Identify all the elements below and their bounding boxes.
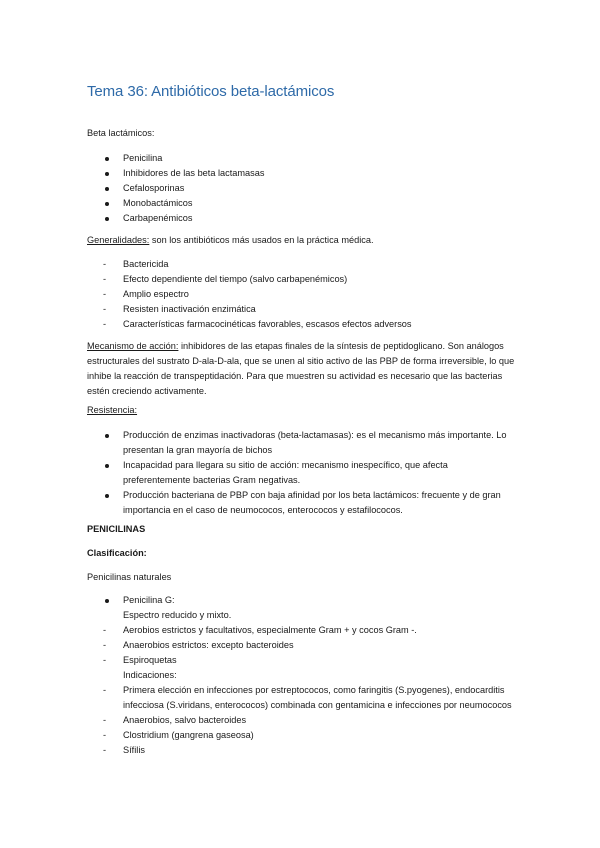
bullet-icon (105, 494, 109, 498)
mecanismo-paragraph: Mecanismo de acción: inhibidores de las etapas finales de la síntesis de peptidoglicano. Son análogos estructurales del sustrato D-ala-D-ala, que se unen al sitio activo de las PBP de forma irreversible, lo que inhibe la reacción de transpeptidación. Para que muestren su actividad es necesario que las bacterias estén creciendo activamente. (87, 341, 515, 396)
list-item: Monobactámicos (87, 196, 264, 211)
list-item: Producción de enzimas inactivadoras (beta-lactamasas): es el mecanismo más importante. Lo presentan la gran mayoría de bichos (87, 428, 517, 458)
generalidades-paragraph: Generalidades: son los antibióticos más usados en la práctica médica. (87, 235, 374, 245)
bullet-icon (105, 599, 109, 603)
page-title: Tema 36: Antibióticos beta-lactámicos (87, 83, 335, 100)
resistencia-heading: Resistencia: (87, 405, 138, 415)
bullet-icon (105, 434, 109, 438)
list-item: Penicilina G: Espectro reducido y mixto. (87, 593, 517, 623)
list-item: - Anaerobios estrictos: excepto bacteroides (103, 640, 294, 650)
list-item: - Amplio espectro (103, 289, 189, 299)
penicilinas-heading: PENICILINAS (87, 524, 146, 534)
beta-list (87, 151, 264, 226)
bullet-icon (105, 187, 109, 191)
list-item: - Anaerobios, salvo bacteroides (103, 715, 247, 725)
bullet-icon (105, 157, 109, 161)
list-item: - Características farmacocinéticas favorables, escasos efectos adversos (103, 319, 412, 329)
bullet-icon (105, 202, 109, 206)
penicilina-list (87, 593, 517, 758)
list-item: - Sífilis (103, 745, 145, 755)
list-item: - Efecto dependiente del tiempo (salvo carbapenémicos) (103, 274, 348, 284)
generalidades-list (87, 257, 412, 332)
list-item: - Bactericida (103, 259, 169, 269)
clasificacion-heading: Clasificación: (87, 548, 147, 558)
list-item: Penicilina (87, 151, 264, 166)
list-item: Carbapenémicos (87, 211, 264, 226)
list-item: - Primera elección en infecciones por estreptococos, como faringitis (S.pyogenes), endocarditis infecciosa (S.viridans, enterococos) combinada con gentamicina e infecciones por neumococos (103, 685, 512, 710)
list-item: - Espiroquetas Indicaciones: (103, 655, 177, 680)
bullet-icon (105, 172, 109, 176)
list-item: - Resisten inactivación enzimática (103, 304, 256, 314)
bullet-icon (105, 217, 109, 221)
list-item: Incapacidad para llegara su sitio de acción: mecanismo inespecífico, que afecta preferentemente bacterias Gram negativas. (87, 458, 517, 488)
generalidades-label: Generalidades: (87, 235, 150, 245)
naturales-heading: Penicilinas naturales (87, 572, 172, 582)
mecanismo-label: Mecanismo de acción: (87, 341, 179, 351)
list-item: - Aerobios estrictos y facultativos, especialmente Gram + y cocos Gram -. (103, 625, 417, 635)
beta-heading: Beta lactámicos: (87, 128, 155, 138)
list-item: Inhibidores de las beta lactamasas (87, 166, 264, 181)
list-item: Producción bacteriana de PBP con baja afinidad por los beta lactámicos: frecuente y de gran importancia en el caso de neumococos, enterococos y estafilococos. (87, 488, 517, 518)
resistencia-list (87, 428, 517, 518)
list-item: - Clostridium (gangrena gaseosa) (103, 730, 254, 740)
list-item: Cefalosporinas (87, 181, 264, 196)
bullet-icon (105, 464, 109, 468)
